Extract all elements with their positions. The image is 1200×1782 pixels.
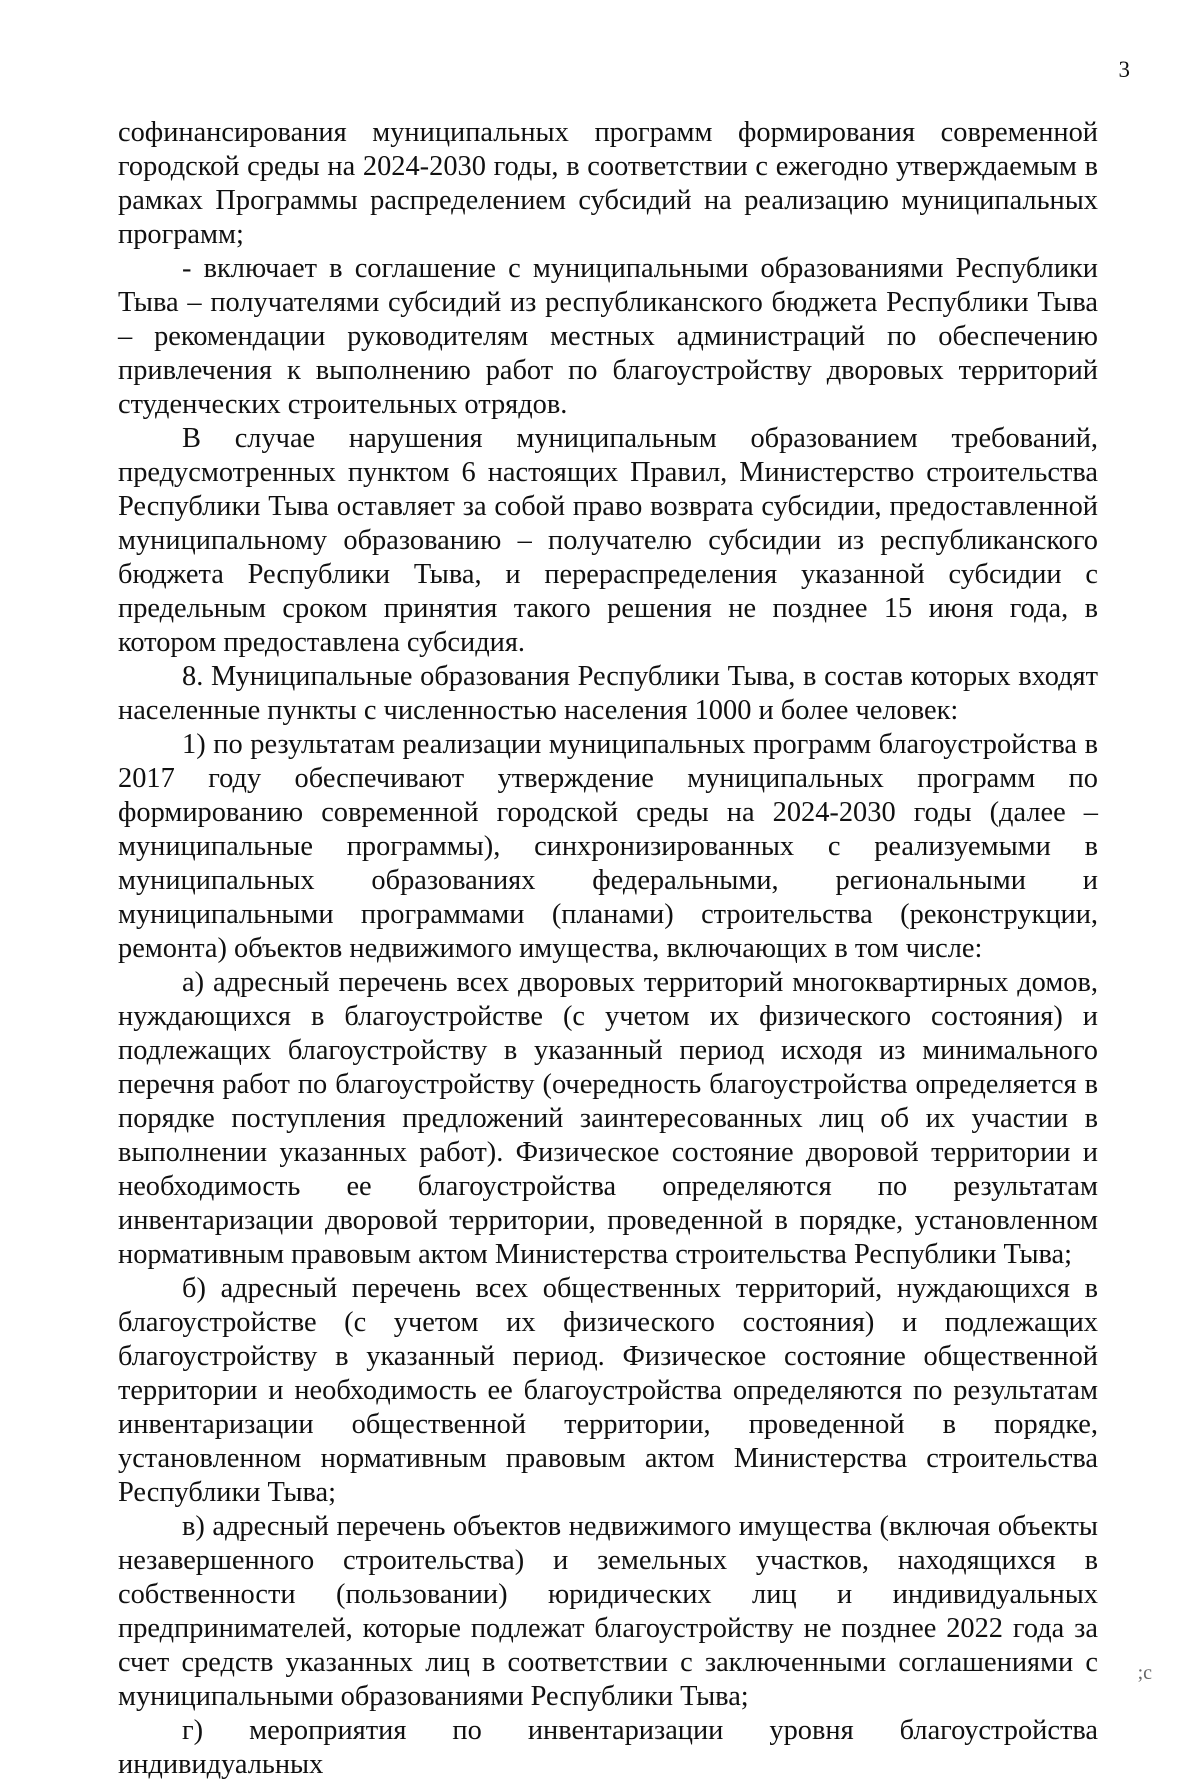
paragraph-subitem-a: а) адресный перечень всех дворовых территорий многоквартирных домов, нуждающихся в благоустройстве (с учетом их физического состояния) и подлежащих благоустройству в указанный период исходя из минимального перечня работ по благоустройству (очередность благоустройства определяется в порядке поступления предложений заинтересованных лиц об их участии в выполнении указанных работ). Физическое состояние дворовой территории и необходимость ее благоустройства определяются по результатам инвентаризации дворовой территории, проведенной в порядке, установленном нормативным правовым актом Министерства строительства Республики Тыва;	[118, 967, 1098, 1270]
paragraph-subsidy-violation: В случае нарушения муниципальным образованием требований, предусмотренных пунктом 6 настоящих Правил, Министерство строительства Республики Тыва оставляет за собой право возврата субсидии, предоставленной муниципальному образованию – получателю субсидии из республиканского бюджета Республики Тыва, и перераспределения указанной субсидии с предельным сроком принятия такого решения не позднее 15 июня года, в котором предоставлена субсидия.	[118, 423, 1098, 658]
paragraph-student-brigades: - включает в соглашение с муниципальными образованиями Республики Тыва – получателями субсидий из республиканского бюджета Республики Тыва – рекомендации руководителям местных администраций по обеспечению привлечения к выполнению работ по благоустройству дворовых территорий студенческих строительных отрядов.	[118, 253, 1098, 420]
document-body	[118, 116, 1098, 1782]
paragraph-item-8: 8. Муниципальные образования Республики Тыва, в состав которых входят населенные пункты с численностью населения 1000 и более человек:	[118, 661, 1098, 726]
paragraph-subitem-b: б) адресный перечень всех общественных территорий, нуждающихся в благоустройстве (с учетом их физического состояния) и подлежащих благоустройству в указанный период. Физическое состояние общественной территории и необходимость ее благоустройства определяются по результатам инвентаризации общественной территории, проведенной в порядке, установленном нормативным правовым актом Министерства строительства Республики Тыва;	[118, 1273, 1098, 1508]
page-number: 3	[1118, 57, 1130, 82]
scan-corner-mark: ;с	[1137, 1662, 1152, 1684]
paragraph-subitem-g: г) мероприятия по инвентаризации уровня благоустройства индивидуальных	[118, 1715, 1098, 1780]
paragraph-subitem-1: 1) по результатам реализации муниципальных программ благоустройства в 2017 году обеспечивают утверждение муниципальных программ по формированию современной городской среды на 2024-2030 годы (далее – муниципальные программы), синхронизированных с реализуемыми в муниципальных образованиях федеральными, региональными и муниципальными программами (планами) строительства (реконструкции, ремонта) объектов недвижимого имущества, включающих в том числе:	[118, 729, 1098, 964]
paragraph-subitem-v: в) адресный перечень объектов недвижимого имущества (включая объекты незавершенного строительства) и земельных участков, находящихся в собственности (пользовании) юридических лиц и индивидуальных предпринимателей, которые подлежат благоустройству не позднее 2022 года за счет средств указанных лиц в соответствии с заключенными соглашениями с муниципальными образованиями Республики Тыва;	[118, 1511, 1098, 1712]
paragraph-continuation: софинансирования муниципальных программ формирования современной городской среды на 2024-2030 годы, в соответствии с ежегодно утверждаемым в рамках Программы распределением субсидий на реализацию муниципальных программ;	[118, 117, 1098, 250]
